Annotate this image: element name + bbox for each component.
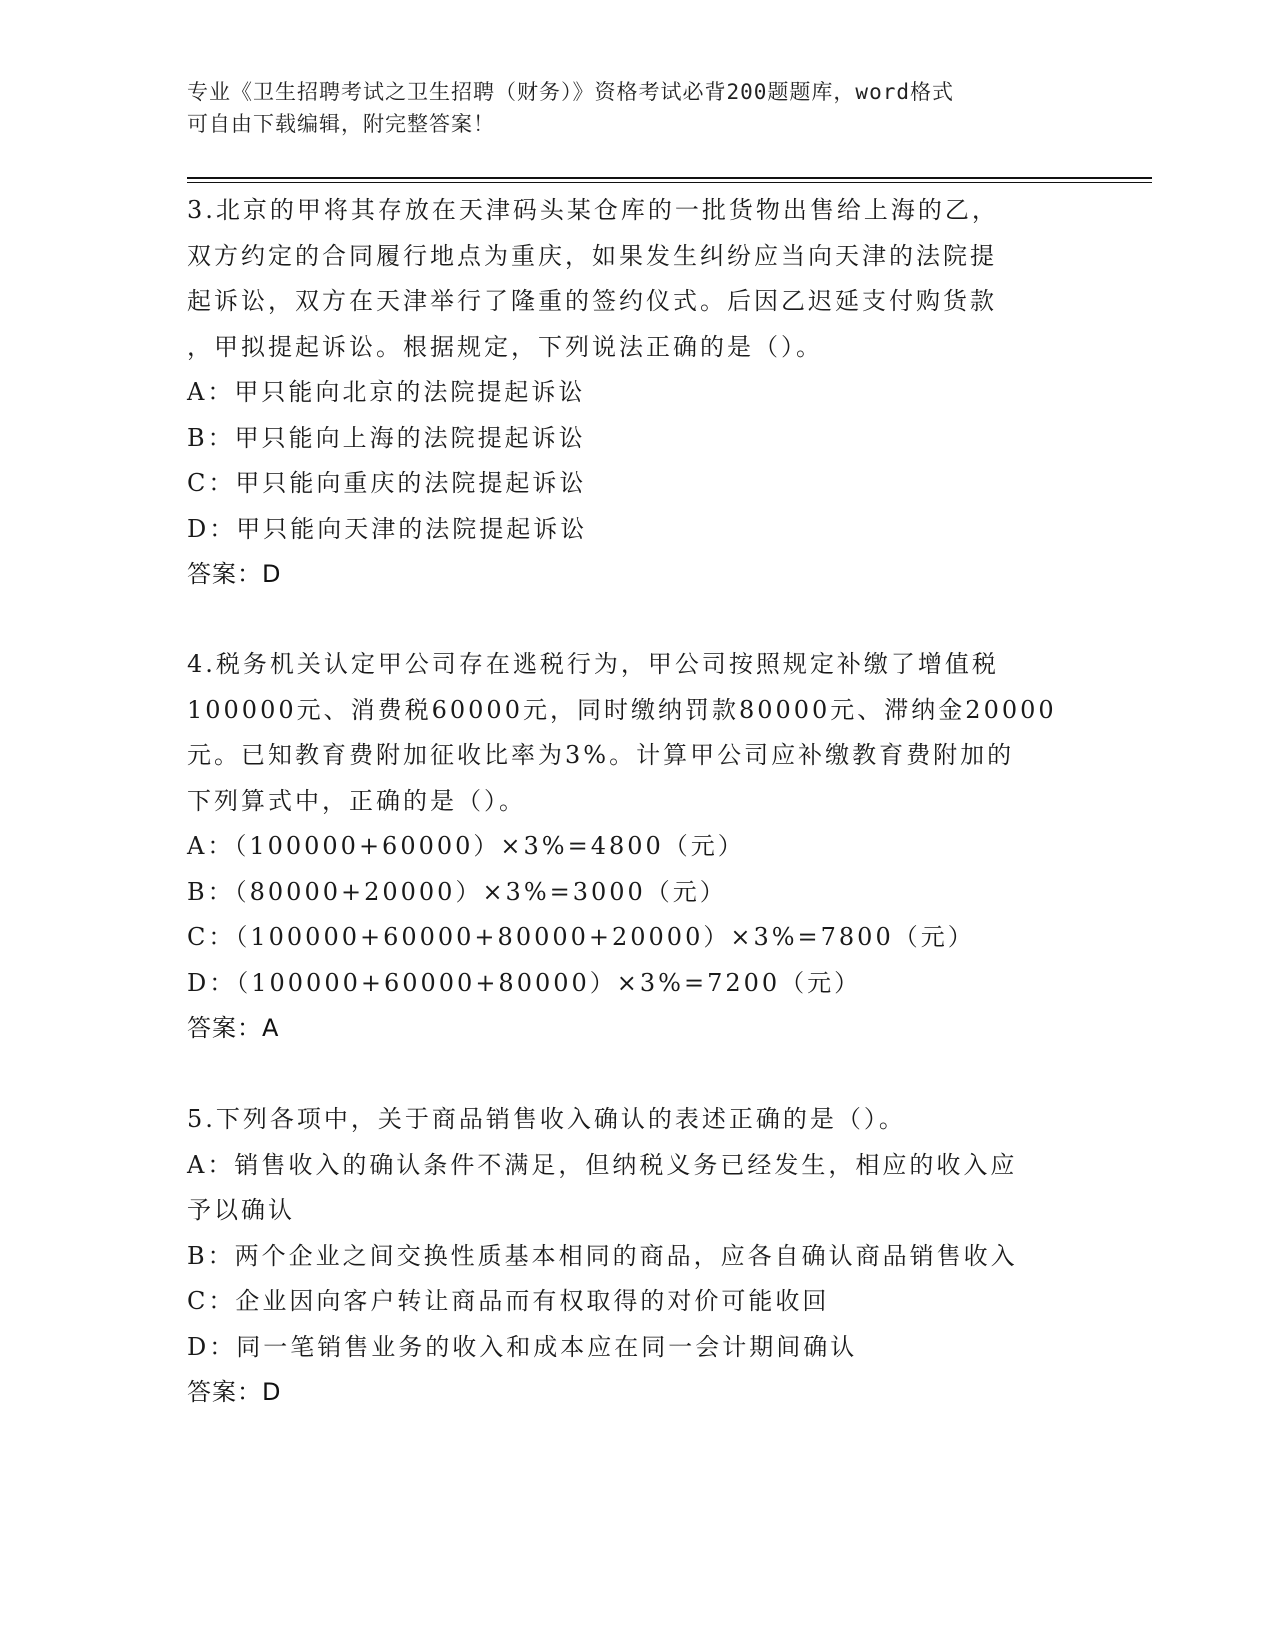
option-b: B：甲只能向上海的法院提起诉讼 [187, 423, 586, 452]
answer-line: 答案：D [187, 1378, 282, 1406]
option-d: D：甲只能向天津的法院提起诉讼 [187, 514, 588, 543]
option-d: D：（100000+60000+80000）×3%=7200（元） [187, 968, 862, 997]
option-a: A：（100000+60000）×3%=4800（元） [187, 832, 745, 860]
option-b: B：（80000+20000）×3%=3000（元） [187, 877, 727, 906]
header-line-2: 可自由下载编辑，附完整答案！ [187, 112, 495, 136]
question-stem-line: 双方约定的合同履行地点为重庆，如果发生纠纷应当向天津的法院提 [187, 241, 997, 270]
header-line-1: 专业《卫生招聘考试之卫生招聘（财务）》资格考试必背200题题库，word格式 [187, 80, 954, 104]
answer-line: 答案：D [187, 560, 282, 588]
question-5 [187, 1097, 1067, 1416]
header-divider-thin [187, 182, 1152, 183]
option-a: A：销售收入的确认条件不满足，但纳税义务已经发生，相应的收入应 [187, 1150, 1018, 1179]
option-b: B：两个企业之间交换性质基本相同的商品，应各自确认商品销售收入 [187, 1241, 1018, 1270]
question-3 [187, 188, 1067, 598]
question-stem-line: 5.下列各项中，关于商品销售收入确认的表述正确的是（）。 [187, 1105, 906, 1133]
option-c: C：甲只能向重庆的法院提起诉讼 [187, 469, 587, 497]
question-stem-line: ，甲拟提起诉讼。根据规定，下列说法正确的是（）。 [187, 332, 823, 361]
option-c: C：企业因向客户转让商品而有权取得的对价可能收回 [187, 1287, 830, 1315]
answer-line: 答案：A [187, 1014, 280, 1042]
question-stem-line: 起诉讼，双方在天津举行了隆重的签约仪式。后因乙迟延支付购货款 [187, 287, 997, 315]
question-stem-line: 100000元、消费税60000元，同时缴纳罚款80000元、滞纳金20000 [187, 695, 1057, 724]
option-a-continued: 予以确认 [187, 1196, 295, 1224]
question-stem-line: 下列算式中，正确的是（）。 [187, 786, 526, 815]
question-4 [187, 642, 1067, 1052]
option-c: C：（100000+60000+80000+20000）×3%=7800（元） [187, 923, 975, 951]
question-stem-line: 元。已知教育费附加征收比率为3%。计算甲公司应补缴教育费附加的 [187, 741, 1015, 769]
document-header [187, 76, 1067, 140]
option-a: A：甲只能向北京的法院提起诉讼 [187, 378, 586, 406]
question-stem-line: 3.北京的甲将其存放在天津码头某仓库的一批货物出售给上海的乙， [187, 196, 999, 224]
option-d: D：同一笔销售业务的收入和成本应在同一会计期间确认 [187, 1332, 858, 1361]
question-stem-line: 4.税务机关认定甲公司存在逃税行为，甲公司按照规定补缴了增值税 [187, 650, 999, 678]
header-divider-thick [187, 177, 1152, 179]
